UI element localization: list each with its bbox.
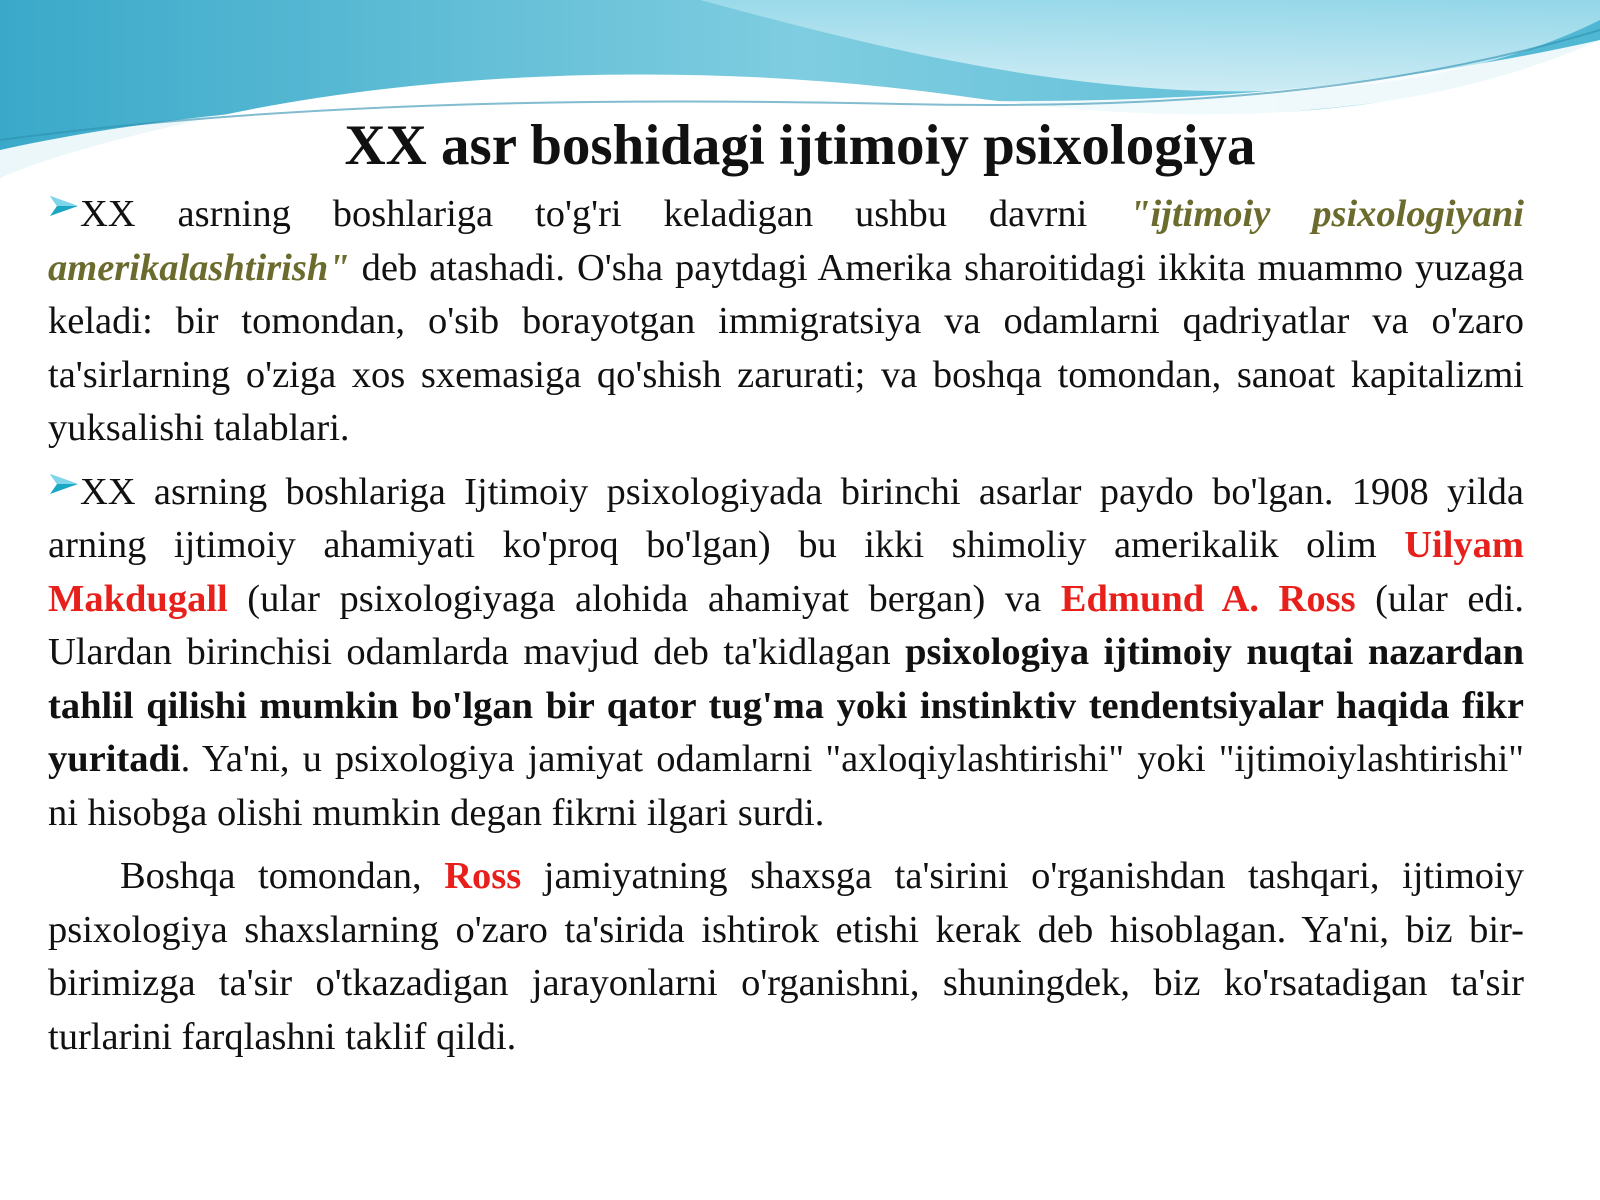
paragraph-2-bold-statement: psixologiya ijtimoiy nuqtai nazardan tahlil qilishi mumkin bo'lgan bir qator tug'ma yoki instinktiv tendentsiyalar haqida fikr yuritadi — [48, 631, 1525, 780]
slide-body — [48, 188, 1524, 1064]
paragraph-3 — [48, 850, 1524, 1064]
paragraph-1-text-a: XX asrning boshlariga to'g'ri keladigan ushbu davrni — [80, 193, 1130, 235]
paragraph-2-text-c: (ular edi. Ulardan birinchisi odamlarda mavjud deb ta'kidlagan — [48, 577, 1524, 673]
name-uilyam-makdugall: Uilyam Makdugall — [48, 524, 1524, 620]
arrow-bullet-icon — [48, 472, 80, 496]
paragraph-2-text-d: . Ya'ni, u psixologiya jamiyat odamlarni "axloqiylashtirishi" yoki "ijtimoiylashtirishi" ni hisobga olishi mumkin degan fikrni ilgari surdi. — [48, 738, 1524, 834]
name-ross: Ross — [444, 855, 522, 897]
paragraph-2-text-b: (ular psixologiyaga alohida ahamiyat bergan) va — [227, 577, 1061, 620]
arrow-bullet-icon — [48, 194, 80, 218]
paragraph-1-text-b: deb atashadi. O'sha paytdagi Amerika sharoitidagi ikkita muammo yuzaga keladi: bir tomondan, o'sib borayotgan immigratsiya va odamlarni qadriyatlar va o'zaro ta'sirlarning o'ziga xos sxemasiga qo'shish zarurati; va boshqa tomondan, sanoat kapitalizmi yuksalishi talablari. — [48, 246, 1524, 449]
paragraph-3-text-b: jamiyatning shaxsga ta'sirini o'rganishdan tashqari, ijtimoiy psixologiya shaxslarning o'zaro ta'sirida ishtirok etishi kerak deb hisoblagan. Ya'ni, biz bir-birimizga ta'sir o'tkazadigan jarayonlarni o'rganishni, shuningdek, biz ko'rsatadigan ta'sir turlarini farqlashni taklif qildi. — [48, 855, 1525, 1058]
slide-title: XX asr boshidagi ijtimoiy psixologiya — [344, 114, 1256, 177]
paragraph-2 — [48, 466, 1524, 841]
paragraph-1-emphasis: "ijtimoiy psixologiyani amerikalashtirish" — [48, 193, 1524, 289]
name-edmund-ross: Edmund A. Ross — [1060, 577, 1356, 620]
paragraph-2-text-a: XX asrning boshlariga Ijtimoiy psixologiyada birinchi asarlar paydo bo'lgan. 1908 yilda arning ijtimoiy ahamiyati ko'proq bo'lgan) bu ikki shimoliy amerikalik olim — [48, 470, 1524, 566]
paragraph-3-text-a: Boshqa tomondan, — [120, 855, 445, 897]
paragraph-1 — [48, 188, 1524, 456]
